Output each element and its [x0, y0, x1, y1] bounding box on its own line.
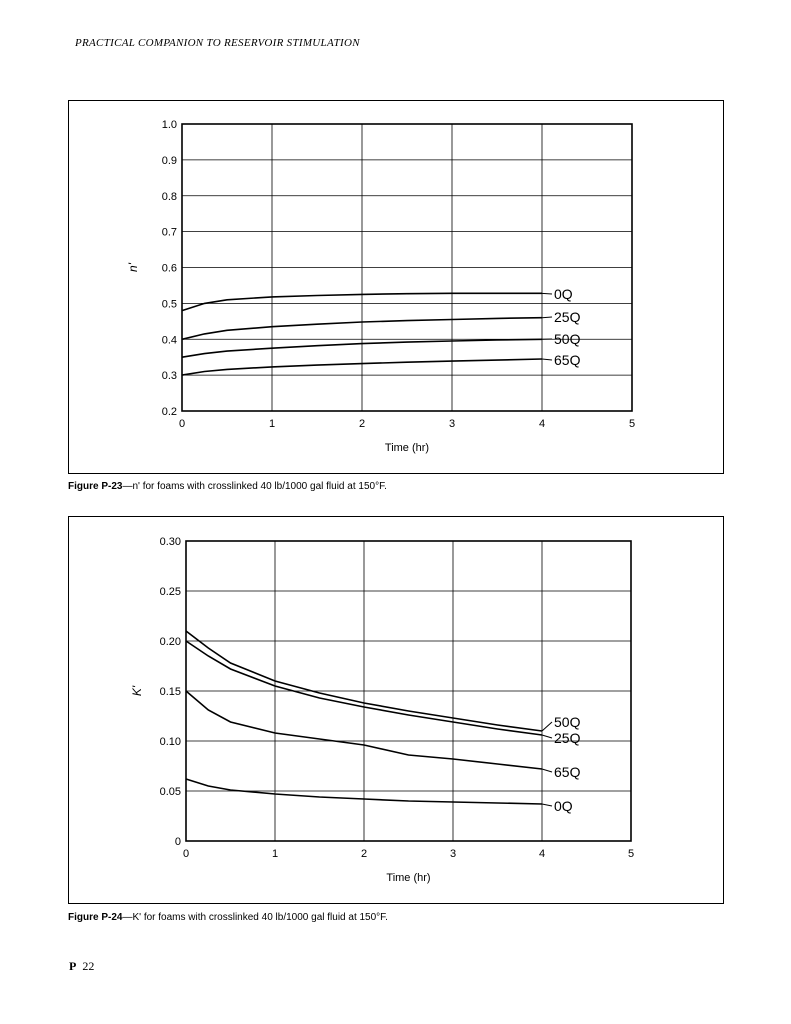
x-tick-label: 3 [449, 848, 457, 860]
y-tick-label: 0.10 [159, 736, 181, 748]
series-label-50q: 50Q [554, 714, 581, 730]
series-label-65q: 65Q [554, 352, 581, 368]
y-tick-label: 0 [174, 836, 181, 848]
y-tick-label: 0.25 [159, 586, 181, 598]
y-tick-label: 0.2 [161, 406, 177, 418]
y-axis-label: n' [126, 263, 140, 272]
series-label-0q: 0Q [554, 286, 573, 302]
y-tick-label: 0.6 [161, 262, 177, 275]
caption-text: —n' for foams with crosslinked 40 lb/1000 gal fluid at 150°F. [122, 481, 387, 492]
y-tick-label: 0.05 [159, 786, 181, 798]
page-number-value: 22 [82, 959, 95, 973]
x-tick-label: 2 [360, 848, 368, 860]
x-tick-label: 0 [182, 848, 190, 860]
running-title: PRACTICAL COMPANION TO RESERVOIR STIMULATION [75, 37, 360, 49]
series-label-25q: 25Q [554, 309, 581, 325]
figure-caption-p24 [68, 912, 388, 923]
x-tick-label: 2 [358, 418, 366, 430]
series-label-50q: 50Q [554, 331, 581, 347]
series-label-0q: 0Q [554, 798, 573, 814]
x-tick-label: 3 [448, 418, 456, 430]
x-tick-label: 5 [628, 418, 636, 430]
x-tick-label: 0 [178, 418, 186, 430]
series-label-25q: 25Q [554, 730, 581, 746]
y-axis-label: K' [130, 685, 144, 697]
x-axis-label: Time (hr) [386, 872, 431, 884]
series-leader-line [542, 735, 552, 738]
y-tick-label: 0.7 [161, 226, 177, 239]
y-tick-label: 0.8 [161, 190, 177, 203]
x-tick-label: 1 [268, 418, 276, 430]
y-tick-label: 0.15 [159, 686, 181, 698]
series-leader-line [542, 804, 552, 806]
y-tick-label: 0.5 [161, 298, 177, 311]
page-number [69, 959, 94, 974]
x-tick-label: 1 [271, 848, 279, 860]
x-tick-label: 5 [627, 848, 635, 860]
y-tick-label: 0.20 [159, 636, 181, 648]
series-leader-line [542, 722, 552, 731]
x-axis-label: Time (hr) [384, 442, 430, 454]
caption-label: Figure P-23 [68, 481, 123, 492]
caption-label: Figure P-24 [68, 912, 123, 923]
y-tick-label: 0.3 [161, 370, 177, 383]
y-tick-label: 0.30 [159, 536, 181, 548]
y-tick-label: 0.4 [161, 334, 177, 347]
x-tick-label: 4 [538, 848, 546, 860]
series-leader-line [542, 769, 552, 772]
page-label: P [69, 959, 77, 973]
caption-text: —K' for foams with crosslinked 40 lb/1000 gal fluid at 150°F. [122, 912, 388, 923]
x-tick-label: 4 [538, 418, 546, 430]
series-label-65q: 65Q [554, 764, 581, 780]
y-tick-label: 0.9 [161, 154, 177, 167]
y-tick-label: 1.0 [161, 119, 177, 131]
